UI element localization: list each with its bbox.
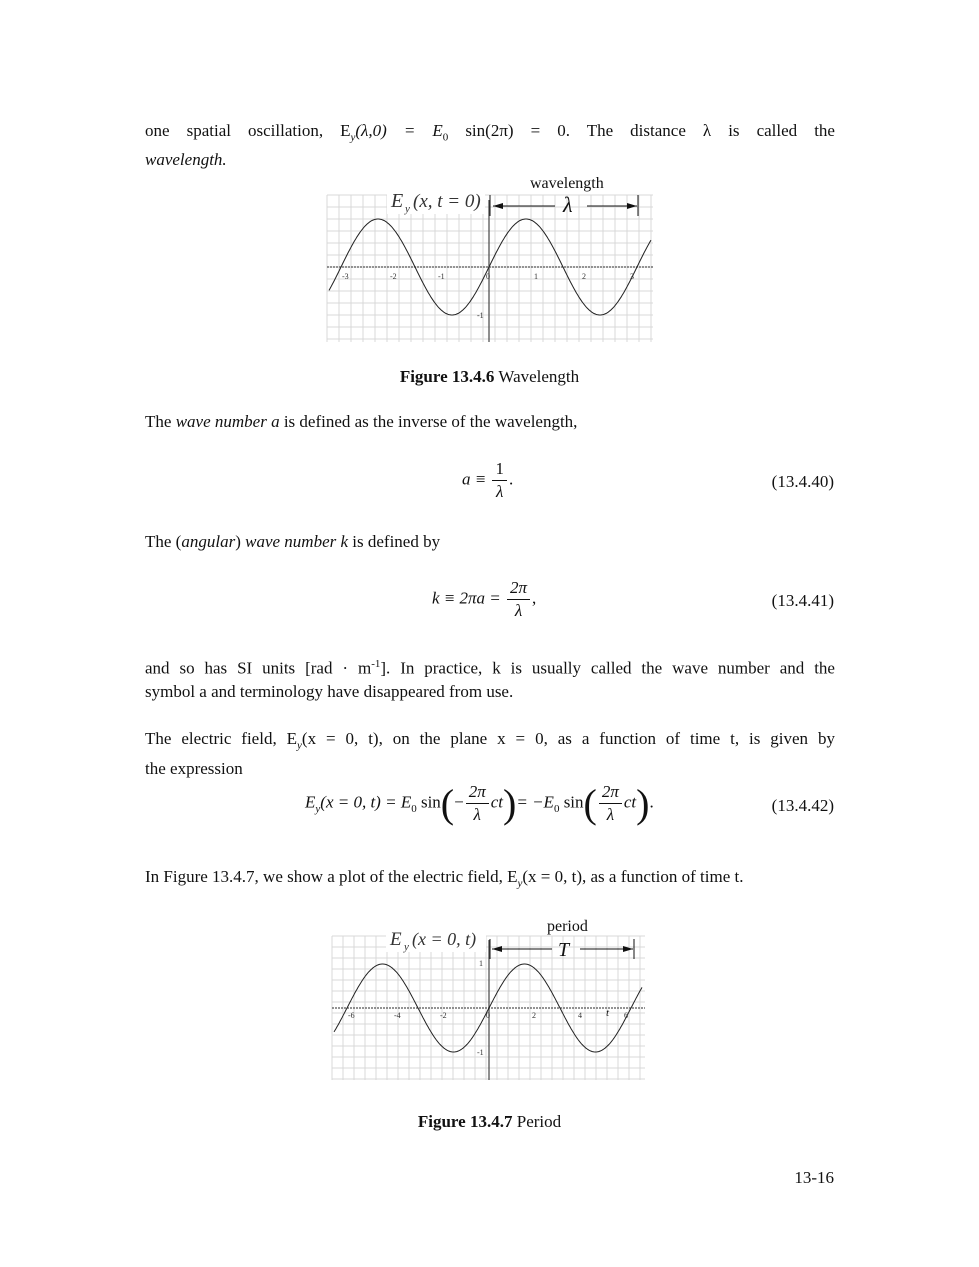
figure2-annotation: period — [547, 918, 588, 935]
paragraph-wavelength-term: wavelength. — [145, 150, 227, 169]
equation-number-42: (13.4.42) — [771, 796, 834, 815]
figure2-ylabel-arg: (x = 0, t) — [412, 929, 477, 949]
figure1-ylabel-arg: (x, t = 0) — [413, 191, 481, 212]
x-tick-label: 2 — [582, 272, 586, 281]
x-tick-label: -2 — [440, 1011, 447, 1020]
equation-13-4-41: k ≡ 2πa = $\frac{2\pi}{\lambda}$ , — [432, 578, 537, 620]
x-tick-label: 1 — [534, 272, 538, 281]
figure1-caption: Figure 13.4.6 Wavelength — [399, 367, 580, 386]
figure1-annotation: wavelength — [530, 175, 604, 192]
figure2-y-tick-label-neg1: -1 — [477, 1048, 484, 1057]
figure1-y-tick-label: -1 — [477, 311, 484, 320]
figure2-ylabel: E — [390, 929, 402, 950]
paragraph-electric-field-line2: the expression — [145, 759, 243, 778]
paragraph-electric-field-line1: The electric field, $E_y(x = 0$, t), on the plane x = 0, as a function of time t, is given by — [145, 729, 835, 752]
x-tick-label: -4 — [394, 1011, 401, 1020]
svg-text:y: y — [405, 203, 410, 215]
figure1-grid — [327, 195, 653, 342]
paragraph-angular-wave-number: The (angular) wave number k is defined by — [145, 532, 441, 551]
x-tick-label: 0 — [486, 1011, 490, 1020]
x-tick-label: -6 — [348, 1011, 355, 1020]
x-tick-label: -3 — [342, 272, 349, 281]
equation-13-4-40: a ≡ $\frac{1}{\lambda}$ . — [462, 459, 514, 501]
equation-number-41: (13.4.41) — [771, 591, 834, 610]
x-tick-label: 4 — [578, 1011, 582, 1020]
paragraph-units-line1: and so has SI units $[rad \cdot m^{-1}]$. In practice, k is usually called the wave number and the — [145, 658, 835, 678]
figure2-caption: Figure 13.4.7 Period — [417, 1112, 562, 1131]
x-tick-label: 3 — [630, 272, 634, 281]
equation-13-4-42: $E_y(x = 0$, $t) = E_0$ sin(− $\frac{2\pi}{\lambda}$ $ct)= -E_0$ sin( $\frac{2\pi}{\lambda}$ ct). — [305, 781, 654, 826]
figure2-t-label: t — [606, 1007, 610, 1019]
page-number: 13-16 — [794, 1168, 834, 1187]
x-tick-label: 6 — [624, 1011, 628, 1020]
paragraph-spatial-oscillation: one spatial oscillation, $E_y(\lambda,0) = E_0$ sin(2π) = 0. The distance λ is called the — [145, 121, 835, 144]
x-tick-label: 0 — [486, 272, 490, 281]
paragraph-units-line2: symbol a and terminology have disappeared from use. — [145, 682, 514, 701]
paragraph-wave-number: The wave number a is defined as the inverse of the wavelength, — [145, 412, 578, 431]
figure1-x-tick-labels — [342, 272, 634, 281]
figure1-lambda-symbol: λ — [563, 192, 573, 217]
figure1-ylabel: E — [391, 190, 404, 212]
x-tick-label: -1 — [438, 272, 445, 281]
figure2-y-tick-label-1: 1 — [479, 959, 483, 968]
paragraph-plot-intro: In Figure 13.4.7, we show a plot of the electric field, $E_y(x = 0$, t), as a function of time t. — [145, 867, 744, 890]
x-tick-label: 2 — [532, 1011, 536, 1020]
svg-text:y: y — [404, 941, 409, 953]
figure2-period-symbol: T — [558, 939, 570, 961]
equation-number-40: (13.4.40) — [771, 472, 834, 491]
period-figure — [330, 912, 650, 1082]
wavelength-figure — [325, 170, 655, 345]
figure2-x-tick-labels — [348, 1011, 628, 1020]
x-tick-label: -2 — [390, 272, 397, 281]
